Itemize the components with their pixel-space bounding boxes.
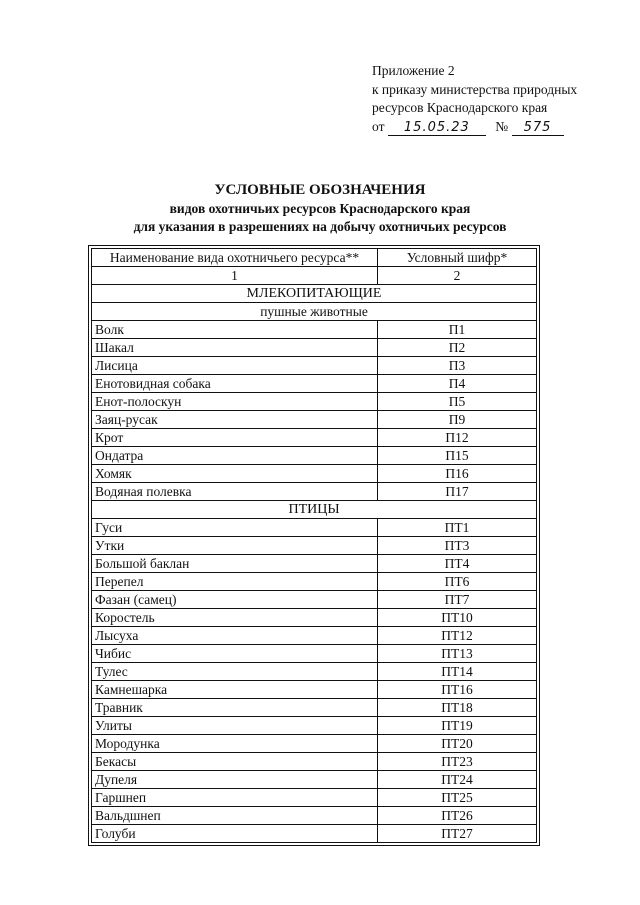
- species-name: Большой баклан: [92, 555, 378, 573]
- species-code: ПТ7: [378, 591, 537, 609]
- table-row: [92, 411, 537, 429]
- number-prefix: №: [495, 118, 509, 134]
- table-row: [92, 717, 537, 735]
- table-header-row: [92, 249, 537, 267]
- species-name: Голуби: [92, 825, 378, 843]
- table-row: [92, 393, 537, 411]
- species-code: ПТ25: [378, 789, 537, 807]
- species-code: П1: [378, 321, 537, 339]
- table-row: [92, 789, 537, 807]
- species-name: Гаршнеп: [92, 789, 378, 807]
- species-name: Ондатра: [92, 447, 378, 465]
- subsection-fur: пушные животные: [92, 303, 537, 321]
- species-code: ПТ3: [378, 537, 537, 555]
- document-title: УСЛОВНЫЕ ОБОЗНАЧЕНИЯ: [214, 182, 426, 198]
- species-code: ПТ16: [378, 681, 537, 699]
- table-row: [92, 645, 537, 663]
- species-name: Перепел: [92, 573, 378, 591]
- species-name: Шакал: [92, 339, 378, 357]
- species-code: П12: [378, 429, 537, 447]
- species-code: ПТ23: [378, 753, 537, 771]
- species-code: ПТ12: [378, 627, 537, 645]
- table-row: [92, 483, 537, 501]
- species-name: Бекасы: [92, 753, 378, 771]
- appendix-ministry-line: ресурсов Краснодарского края: [372, 100, 548, 115]
- table-row: [92, 735, 537, 753]
- table-row: [92, 447, 537, 465]
- species-name: Заяц-русак: [92, 411, 378, 429]
- section-row-mammals: [92, 285, 537, 303]
- species-name: Мородунка: [92, 735, 378, 753]
- species-code: ПТ10: [378, 609, 537, 627]
- species-code: П17: [378, 483, 537, 501]
- table-row: [92, 465, 537, 483]
- table-row: [92, 591, 537, 609]
- species-name: Травник: [92, 699, 378, 717]
- species-name: Фазан (самец): [92, 591, 378, 609]
- species-code: ПТ26: [378, 807, 537, 825]
- date-prefix: от: [372, 118, 385, 134]
- section-mammals: МЛЕКОПИТАЮЩИЕ: [92, 285, 537, 303]
- appendix-date-number-line: [372, 118, 577, 137]
- species-code: ПТ14: [378, 663, 537, 681]
- species-name: Чибис: [92, 645, 378, 663]
- table-row: [92, 339, 537, 357]
- table-row: [92, 753, 537, 771]
- table-row: [92, 429, 537, 447]
- species-code: ПТ24: [378, 771, 537, 789]
- species-name: Тулес: [92, 663, 378, 681]
- table-row: [92, 807, 537, 825]
- table-row: [92, 357, 537, 375]
- species-name: Лисица: [92, 357, 378, 375]
- section-birds: ПТИЦЫ: [92, 501, 537, 519]
- handwritten-number: 575: [512, 120, 564, 136]
- species-code: П9: [378, 411, 537, 429]
- codes-table: [91, 248, 537, 843]
- document-subtitle-1: видов охотничьих ресурсов Краснодарского края: [169, 201, 471, 216]
- species-code: ПТ1: [378, 519, 537, 537]
- species-code: ПТ20: [378, 735, 537, 753]
- species-name: Хомяк: [92, 465, 378, 483]
- species-code: П2: [378, 339, 537, 357]
- species-name: Енот-полоскун: [92, 393, 378, 411]
- subsection-row-fur: [92, 303, 537, 321]
- table-row: [92, 825, 537, 843]
- species-name: Лысуха: [92, 627, 378, 645]
- table-row: [92, 681, 537, 699]
- appendix-header: [372, 62, 577, 136]
- handwritten-date: 15.05.23: [388, 120, 486, 136]
- table-row: [92, 537, 537, 555]
- table-row: [92, 771, 537, 789]
- document-subtitle-2: для указания в разрешениях на добычу охотничьих ресурсов: [133, 219, 507, 234]
- species-code: ПТ4: [378, 555, 537, 573]
- species-code: ПТ27: [378, 825, 537, 843]
- column-number-row: [92, 267, 537, 285]
- codes-table-body: [92, 249, 537, 843]
- section-row-birds: [92, 501, 537, 519]
- column-number-1: 1: [92, 267, 378, 285]
- header-code: Условный шифр*: [378, 249, 537, 267]
- species-name: Камнешарка: [92, 681, 378, 699]
- species-code: П4: [378, 375, 537, 393]
- species-code: П5: [378, 393, 537, 411]
- header-name: Наименование вида охотничьего ресурса**: [92, 249, 378, 267]
- table-row: [92, 573, 537, 591]
- table-row: [92, 555, 537, 573]
- species-name: Водяная полевка: [92, 483, 378, 501]
- species-name: Утки: [92, 537, 378, 555]
- species-name: Волк: [92, 321, 378, 339]
- species-code: ПТ13: [378, 645, 537, 663]
- table-row: [92, 627, 537, 645]
- species-code: ПТ18: [378, 699, 537, 717]
- species-name: Енотовидная собака: [92, 375, 378, 393]
- species-name: Гуси: [92, 519, 378, 537]
- column-number-2: 2: [378, 267, 537, 285]
- species-name: Дупеля: [92, 771, 378, 789]
- table-row: [92, 321, 537, 339]
- table-row: [92, 699, 537, 717]
- species-code: ПТ19: [378, 717, 537, 735]
- species-name: Крот: [92, 429, 378, 447]
- appendix-title: Приложение 2: [372, 63, 455, 78]
- table-row: [92, 609, 537, 627]
- table-row: [92, 375, 537, 393]
- species-name: Вальдшнеп: [92, 807, 378, 825]
- table-row: [92, 519, 537, 537]
- document-title-block: [0, 180, 640, 236]
- species-name: Улиты: [92, 717, 378, 735]
- species-code: П16: [378, 465, 537, 483]
- table-row: [92, 663, 537, 681]
- species-code: П15: [378, 447, 537, 465]
- species-code: П3: [378, 357, 537, 375]
- species-code: ПТ6: [378, 573, 537, 591]
- species-name: Коростель: [92, 609, 378, 627]
- appendix-order-line: к приказу министерства природных: [372, 81, 578, 97]
